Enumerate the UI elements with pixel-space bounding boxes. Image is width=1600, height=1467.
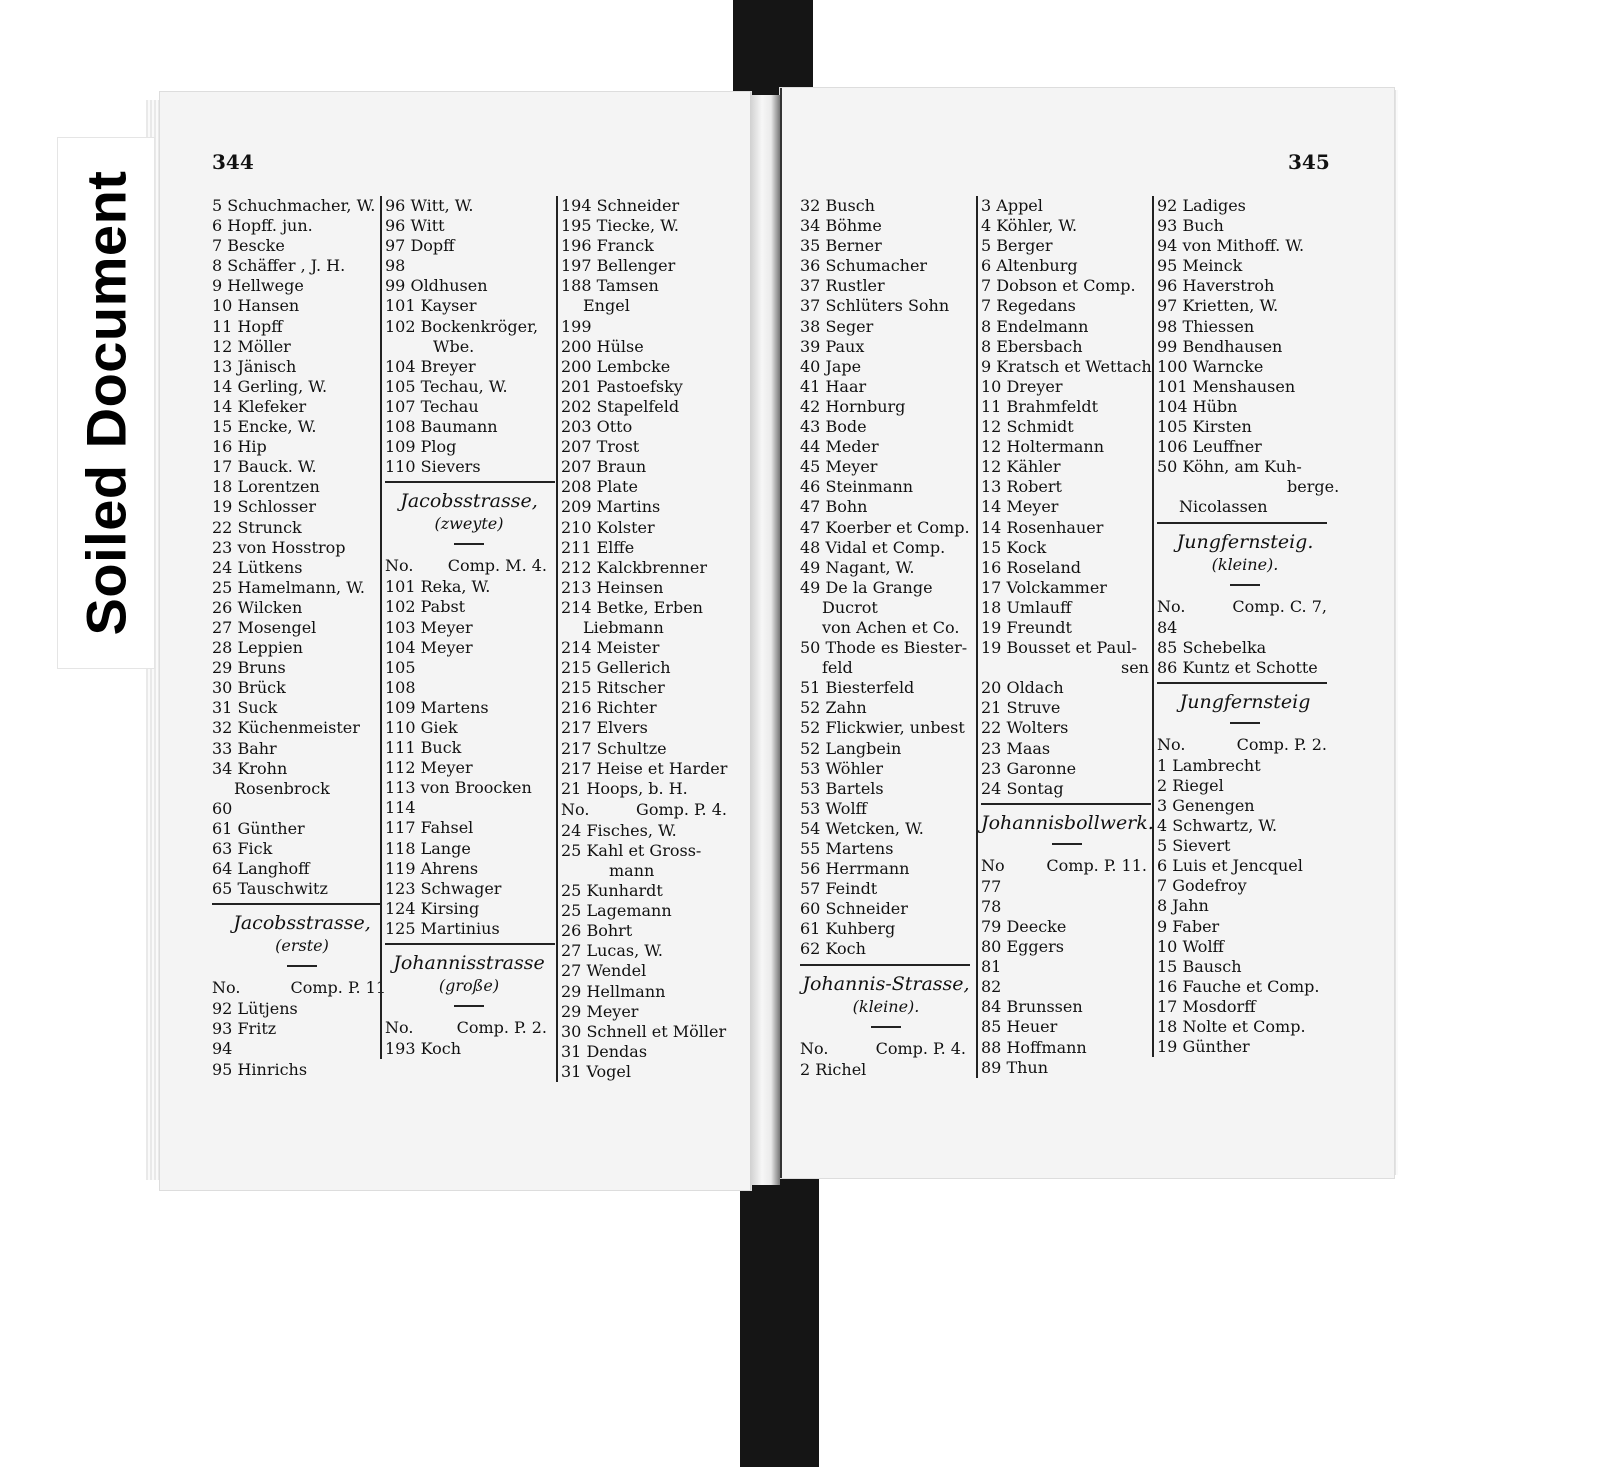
directory-entry: 33 Bahr	[212, 738, 277, 758]
directory-entry: 104 Hübn	[1157, 396, 1238, 416]
directory-entry: 16 Fauche et Comp.	[1157, 976, 1320, 996]
directory-entry: 25 Kunhardt	[561, 881, 663, 901]
directory-entry: 208 Plate	[561, 477, 638, 497]
directory-entry: 215 Ritscher	[561, 678, 665, 698]
directory-entry: 103 Meyer	[385, 617, 473, 637]
directory-entry: 8 Jahn	[1157, 896, 1209, 916]
directory-entry: 117 Fahsel	[385, 818, 474, 838]
directory-entry: 197 Bellenger	[561, 256, 676, 276]
directory-entry: 107 Techau	[385, 396, 479, 416]
directory-entry: 78	[981, 896, 1002, 916]
street-heading: Jacobsstrasse,	[400, 490, 538, 513]
directory-entry: 34 Böhme	[800, 216, 882, 236]
directory-entry: 94 von Mithoff. W.	[1157, 236, 1305, 256]
directory-entry: 99 Oldhusen	[385, 276, 488, 296]
directory-entry: 203 Otto	[561, 417, 633, 437]
directory-entry: 7 Godefroy	[1157, 876, 1247, 896]
directory-entry: 3 Genengen	[1157, 795, 1255, 815]
directory-entry: 24 Fisches, W.	[561, 820, 677, 840]
directory-entry: 97 Krietten, W.	[1157, 296, 1279, 316]
directory-entry: 23 Maas	[981, 738, 1051, 758]
number-company-header: No. Comp. P. 4.	[800, 1038, 966, 1058]
directory-entry: 118 Lange	[385, 838, 471, 858]
section-rule	[385, 943, 555, 945]
directory-entry: 28 Leppien	[212, 638, 303, 658]
directory-entry: 195 Tiecke, W.	[561, 216, 679, 236]
section-rule	[212, 903, 382, 905]
left-col-1	[212, 196, 392, 1080]
directory-entry: 17 Mosdorff	[1157, 996, 1256, 1016]
book-spine-top	[733, 0, 813, 100]
directory-entry: 196 Franck	[561, 236, 654, 256]
heading-dash	[287, 965, 317, 967]
directory-entry: 21 Struve	[981, 698, 1061, 718]
directory-entry: 29 Meyer	[561, 1001, 639, 1021]
street-subheading: (erste)	[275, 936, 329, 956]
directory-entry: 215 Gellerich	[561, 658, 671, 678]
directory-entry: 44 Meder	[800, 437, 879, 457]
directory-entry: 108	[385, 677, 416, 697]
street-subheading: (kleine).	[1211, 554, 1279, 574]
number-company-header: No. Comp. P. 2.	[1157, 734, 1327, 754]
directory-entry: 123 Schwager	[385, 878, 502, 898]
street-subheading: (große)	[438, 976, 500, 995]
directory-entry: 41 Haar	[800, 376, 867, 396]
directory-entry: 10 Wolff	[1157, 936, 1224, 956]
directory-entry: 212 Kalckbrenner	[561, 557, 707, 577]
directory-entry: 50 Köhn, am Kuh-	[1157, 457, 1302, 477]
directory-entry: 207 Braun	[561, 457, 647, 477]
directory-entry: 92 Ladiges	[1157, 196, 1246, 215]
directory-entry: 112 Meyer	[385, 758, 473, 778]
entry-continuation: mann	[609, 861, 655, 880]
directory-entry: 18 Lorentzen	[212, 477, 320, 497]
directory-entry: 209 Martins	[561, 497, 661, 517]
directory-entry: 193 Koch	[385, 1039, 462, 1058]
directory-entry: 64 Langhoff	[212, 859, 310, 879]
directory-entry: 5 Berger	[981, 236, 1053, 256]
directory-entry: 8 Schäffer , J. H.	[212, 256, 346, 276]
directory-entry: 200 Lembcke	[561, 356, 671, 376]
directory-entry: 61 Günther	[212, 818, 305, 838]
directory-entry: 53 Bartels	[800, 778, 884, 798]
directory-entry: 31 Vogel	[561, 1061, 631, 1081]
directory-entry: 89 Thun	[981, 1057, 1049, 1077]
directory-entry: 9 Hellwege	[212, 276, 304, 296]
directory-entry: 101 Menshausen	[1157, 376, 1296, 396]
directory-entry: 29 Bruns	[212, 658, 286, 678]
directory-entry: 18 Nolte et Comp.	[1157, 1017, 1306, 1036]
heading-dash	[1052, 843, 1082, 845]
directory-entry: 16 Hip	[212, 437, 267, 457]
directory-entry: 216 Richter	[561, 698, 657, 718]
directory-entry: 43 Bode	[800, 417, 867, 437]
section-rule	[800, 964, 970, 966]
directory-entry: 25 Hamelmann, W.	[212, 577, 365, 597]
directory-entry: 88 Hoffmann	[981, 1037, 1087, 1057]
directory-entry: 25 Kahl et Gross-	[561, 840, 702, 860]
directory-entry: 202 Stapelfeld	[561, 396, 680, 416]
directory-entry: 101 Reka, W.	[385, 577, 491, 597]
directory-entry: 14 Klefeker	[212, 396, 307, 416]
directory-entry: 95 Hinrichs	[212, 1059, 308, 1079]
directory-entry: 63 Fick	[212, 839, 273, 858]
heading-dash	[1230, 584, 1260, 586]
directory-entry: 77	[981, 876, 1002, 896]
page-number-left: 344	[212, 150, 254, 174]
directory-entry: 26 Wilcken	[212, 597, 303, 617]
directory-entry: 210 Kolster	[561, 517, 655, 537]
directory-entry: 18 Umlauff	[981, 597, 1072, 617]
directory-entry: 22 Strunck	[212, 517, 302, 537]
entry-continuation: Rosenbrock	[234, 778, 330, 798]
left-col-3	[556, 196, 733, 1082]
directory-entry: 49 De la Grange	[800, 577, 933, 597]
directory-entry: 23 Garonne	[981, 758, 1077, 778]
directory-entry: 15 Kock	[981, 537, 1047, 557]
directory-entry: 24 Lütkens	[212, 557, 303, 577]
left-col-2	[380, 196, 553, 1059]
directory-entry: 37 Schlüters Sohn	[800, 296, 950, 316]
heading-dash	[454, 543, 484, 545]
book-spine-bottom	[740, 1178, 819, 1467]
directory-entry: 32 Küchenmeister	[212, 718, 360, 738]
directory-entry: 52 Zahn	[800, 698, 867, 718]
directory-entry: 42 Hornburg	[800, 396, 906, 416]
directory-entry: 31 Dendas	[561, 1041, 648, 1061]
directory-entry: 214 Betke, Erben	[561, 597, 703, 617]
number-company-header: No Comp. P. 11.	[981, 855, 1147, 875]
directory-entry: 19 Schlosser	[212, 497, 316, 517]
entry-continuation: sen	[1121, 658, 1149, 678]
directory-entry: 80 Eggers	[981, 937, 1064, 957]
directory-entry: 47 Koerber et Comp.	[800, 517, 970, 537]
directory-entry: 84 Brunssen	[981, 997, 1083, 1017]
directory-entry: 30 Brück	[212, 678, 286, 698]
directory-entry: 211 Elffe	[561, 537, 635, 557]
street-heading: Johannis-Strasse,	[802, 972, 970, 995]
directory-entry: 101 Kayser	[385, 296, 477, 316]
directory-entry: 1 Lambrecht	[1157, 755, 1261, 775]
directory-entry: 30 Schnell et Möller	[561, 1021, 727, 1041]
street-heading: Johannisstrasse	[393, 952, 545, 974]
directory-entry: 96 Witt	[385, 216, 445, 236]
directory-entry: 8 Endelmann	[981, 316, 1089, 336]
directory-entry: 62 Koch	[800, 939, 866, 959]
directory-entry: 97 Dopff	[385, 236, 455, 256]
directory-entry: 27 Mosengel	[212, 617, 317, 637]
directory-entry: 56 Herrmann	[800, 859, 910, 879]
directory-entry: 9 Kratsch et Wettach	[981, 356, 1152, 376]
book-gutter	[750, 95, 780, 1185]
directory-entry: 188 Tamsen	[561, 276, 659, 296]
directory-entry: 65 Tauschwitz	[212, 879, 328, 899]
directory-entry: 61 Kuhberg	[800, 919, 896, 939]
directory-entry: 17 Volckammer	[981, 577, 1107, 597]
directory-entry: 10 Hansen	[212, 296, 300, 316]
street-heading: Jungfernsteig.	[1176, 530, 1314, 553]
directory-entry: 96 Haverstroh	[1157, 276, 1275, 296]
directory-entry: 55 Martens	[800, 839, 894, 858]
right-col-2	[976, 196, 1153, 1078]
directory-entry: 48 Vidal et Comp.	[800, 537, 946, 557]
directory-entry: 45 Meyer	[800, 457, 878, 477]
entry-continuation: von Achen et Co.	[822, 617, 960, 637]
directory-entry: 9 Faber	[1157, 916, 1220, 936]
directory-entry: 84	[1157, 617, 1178, 637]
directory-entry: 15 Encke, W.	[212, 417, 317, 437]
directory-entry: 6 Altenburg	[981, 256, 1078, 276]
directory-entry: 104 Meyer	[385, 637, 473, 657]
directory-entry: 213 Heinsen	[561, 577, 664, 597]
directory-entry: 94	[212, 1039, 233, 1059]
number-company-header: No. Comp. C. 7,	[1157, 596, 1327, 616]
directory-entry: 125 Martinius	[385, 918, 500, 938]
directory-entry: 4 Köhler, W.	[981, 216, 1078, 236]
directory-entry: 106 Leuffner	[1157, 437, 1262, 457]
street-heading: Jungfernsteig	[1179, 690, 1311, 713]
directory-entry: 119 Ahrens	[385, 858, 479, 878]
directory-entry: 32 Busch	[800, 196, 875, 215]
directory-entry: 5 Sievert	[1157, 836, 1231, 856]
directory-entry: 21 Hoops, b. H.	[561, 778, 688, 798]
directory-entry: 199	[561, 316, 592, 336]
directory-entry: 49 Nagant, W.	[800, 557, 915, 577]
directory-entry: 38 Seger	[800, 316, 874, 336]
directory-entry: 11 Hopff	[212, 316, 283, 336]
entry-continuation: berge.	[1287, 477, 1340, 497]
directory-entry: 4 Schwartz, W.	[1157, 816, 1278, 836]
directory-entry: 60	[212, 798, 233, 818]
directory-entry: 81	[981, 957, 1002, 977]
directory-entry: 25 Lagemann	[561, 901, 672, 921]
heading-dash	[871, 1026, 901, 1028]
entry-continuation: Ducrot	[822, 597, 878, 617]
directory-entry: 93 Buch	[1157, 216, 1224, 236]
number-company-header: No. Comp. M. 4.	[385, 556, 547, 576]
directory-entry: 98	[385, 256, 406, 276]
directory-entry: 16 Roseland	[981, 557, 1082, 577]
right-col-3	[1152, 196, 1340, 1057]
directory-entry: 36 Schumacher	[800, 256, 928, 276]
heading-dash	[454, 1005, 484, 1007]
directory-entry: 12 Möller	[212, 336, 291, 356]
entry-continuation: Engel	[583, 296, 630, 316]
directory-entry: 95 Meinck	[1157, 256, 1243, 276]
section-rule	[981, 803, 1151, 805]
page-number-right: 345	[1288, 150, 1330, 174]
directory-entry: 217 Schultze	[561, 738, 667, 758]
street-subheading: (kleine).	[852, 996, 920, 1016]
directory-entry: 10 Dreyer	[981, 376, 1063, 396]
directory-entry: 105 Kirsten	[1157, 417, 1252, 437]
directory-entry: 105 Techau, W.	[385, 376, 508, 396]
directory-entry: 39 Paux	[800, 336, 865, 356]
directory-entry: 201 Pastoefsky	[561, 376, 683, 396]
directory-entry: 17 Bauck. W.	[212, 457, 317, 477]
directory-entry: 24 Sontag	[981, 778, 1064, 798]
directory-entry: 35 Berner	[800, 236, 882, 256]
directory-entry: 194 Schneider	[561, 196, 680, 215]
directory-entry: 27 Wendel	[561, 961, 647, 981]
directory-entry: 207 Trost	[561, 437, 640, 457]
directory-entry: 3 Appel	[981, 196, 1043, 215]
soiled-document-text: Soiled Document	[74, 170, 138, 636]
directory-entry: 40 Jape	[800, 356, 862, 376]
directory-entry: 96 Witt, W.	[385, 196, 474, 215]
directory-entry: 54 Wetcken, W.	[800, 818, 924, 838]
directory-entry: 93 Fritz	[212, 1019, 277, 1039]
entry-continuation: Liebmann	[583, 617, 664, 637]
directory-entry: 46 Steinmann	[800, 477, 914, 497]
directory-entry: 7 Bescke	[212, 236, 285, 256]
directory-entry: 217 Elvers	[561, 718, 648, 738]
directory-entry: 52 Flickwier, unbest	[800, 718, 965, 738]
number-company-header: No. Gomp. P. 4.	[561, 799, 727, 819]
directory-entry: 19 Bousset et Paul-	[981, 638, 1137, 658]
number-company-header: No. Comp. P. 2.	[385, 1018, 547, 1037]
directory-entry: 27 Lucas, W.	[561, 941, 663, 961]
directory-entry: 2 Richel	[800, 1059, 867, 1079]
directory-entry: 29 Hellmann	[561, 981, 666, 1001]
street-heading: Johannisbollwerk.	[981, 811, 1154, 834]
directory-entry: 12 Schmidt	[981, 417, 1074, 437]
directory-entry: 20 Oldach	[981, 678, 1064, 698]
directory-entry: 14 Gerling, W.	[212, 376, 328, 396]
directory-entry: 22 Wolters	[981, 718, 1069, 738]
directory-entry: 100 Warncke	[1157, 356, 1264, 376]
directory-entry: 52 Langbein	[800, 738, 902, 758]
section-rule	[1157, 522, 1327, 524]
directory-entry: 31 Suck	[212, 698, 278, 718]
directory-entry: 23 von Hosstrop	[212, 537, 346, 557]
directory-entry: 57 Feindt	[800, 879, 878, 899]
directory-entry: 13 Robert	[981, 477, 1062, 497]
right-col-1	[800, 196, 972, 1080]
directory-entry: 2 Riegel	[1157, 775, 1224, 795]
section-rule	[1157, 682, 1327, 684]
entry-continuation: Wbe.	[433, 336, 475, 356]
street-heading: Jacobsstrasse,	[233, 912, 371, 935]
directory-entry: 92 Lütjens	[212, 999, 298, 1019]
directory-entry: 53 Wolff	[800, 798, 867, 818]
directory-entry: 34 Krohn	[212, 758, 288, 778]
directory-entry: 102 Bockenkröger,	[385, 316, 539, 336]
directory-entry: 60 Schneider	[800, 899, 908, 919]
heading-dash	[1230, 722, 1260, 724]
directory-entry: 217 Heise et Harder	[561, 758, 728, 778]
directory-entry: 105	[385, 657, 416, 677]
directory-entry: 113 von Broocken	[385, 778, 532, 798]
entry-continuation: Nicolassen	[1179, 497, 1268, 517]
directory-entry: 50 Thode es Biester-	[800, 638, 968, 658]
directory-entry: 109 Plog	[385, 437, 457, 457]
entry-continuation: feld	[822, 658, 853, 678]
directory-entry: 11 Brahmfeldt	[981, 396, 1099, 416]
directory-entry: 37 Rustler	[800, 276, 885, 296]
directory-entry: 200 Hülse	[561, 336, 644, 356]
directory-entry: 7 Regedans	[981, 296, 1076, 316]
directory-entry: 14 Rosenhauer	[981, 517, 1104, 537]
directory-entry: 108 Baumann	[385, 417, 498, 437]
directory-entry: 104 Breyer	[385, 356, 476, 376]
directory-entry: 26 Bohrt	[561, 921, 633, 941]
number-company-header: No. Comp. P. 11	[212, 978, 386, 998]
directory-entry: 98 Thiessen	[1157, 316, 1255, 336]
directory-entry: 15 Bausch	[1157, 956, 1242, 976]
directory-entry: 13 Jänisch	[212, 356, 297, 376]
directory-entry: 47 Bohn	[800, 497, 868, 517]
directory-entry: 102 Pabst	[385, 597, 466, 617]
directory-entry: 8 Ebersbach	[981, 336, 1083, 356]
directory-entry: 99 Bendhausen	[1157, 336, 1283, 356]
directory-entry: 12 Kähler	[981, 457, 1061, 477]
section-rule	[385, 481, 555, 483]
street-subheading: (zweyte)	[434, 514, 504, 534]
directory-entry: 82	[981, 977, 1002, 997]
directory-entry: 12 Holtermann	[981, 437, 1105, 457]
directory-entry: 114	[385, 798, 416, 818]
directory-entry: 79 Deecke	[981, 917, 1067, 936]
directory-entry: 53 Wöhler	[800, 758, 883, 778]
directory-entry: 85 Schebelka	[1157, 637, 1267, 657]
directory-entry: 109 Martens	[385, 697, 489, 717]
directory-entry: 124 Kirsing	[385, 898, 480, 918]
directory-entry: 6 Luis et Jencquel	[1157, 856, 1303, 876]
directory-entry: 85 Heuer	[981, 1017, 1058, 1037]
directory-entry: 51 Biesterfeld	[800, 678, 915, 698]
directory-entry: 6 Hopff. jun.	[212, 216, 313, 236]
directory-entry: 19 Günther	[1157, 1037, 1250, 1057]
directory-entry: 86 Kuntz et Schotte	[1157, 657, 1318, 677]
directory-entry: 7 Dobson et Comp.	[981, 276, 1136, 296]
directory-entry: 110 Sievers	[385, 457, 481, 477]
directory-entry: 214 Meister	[561, 638, 660, 658]
directory-entry: 110 Giek	[385, 717, 458, 737]
directory-entry: 19 Freundt	[981, 617, 1072, 637]
directory-entry: 14 Meyer	[981, 497, 1059, 517]
directory-entry: 111 Buck	[385, 738, 462, 758]
directory-entry: 5 Schuchmacher, W.	[212, 196, 376, 215]
